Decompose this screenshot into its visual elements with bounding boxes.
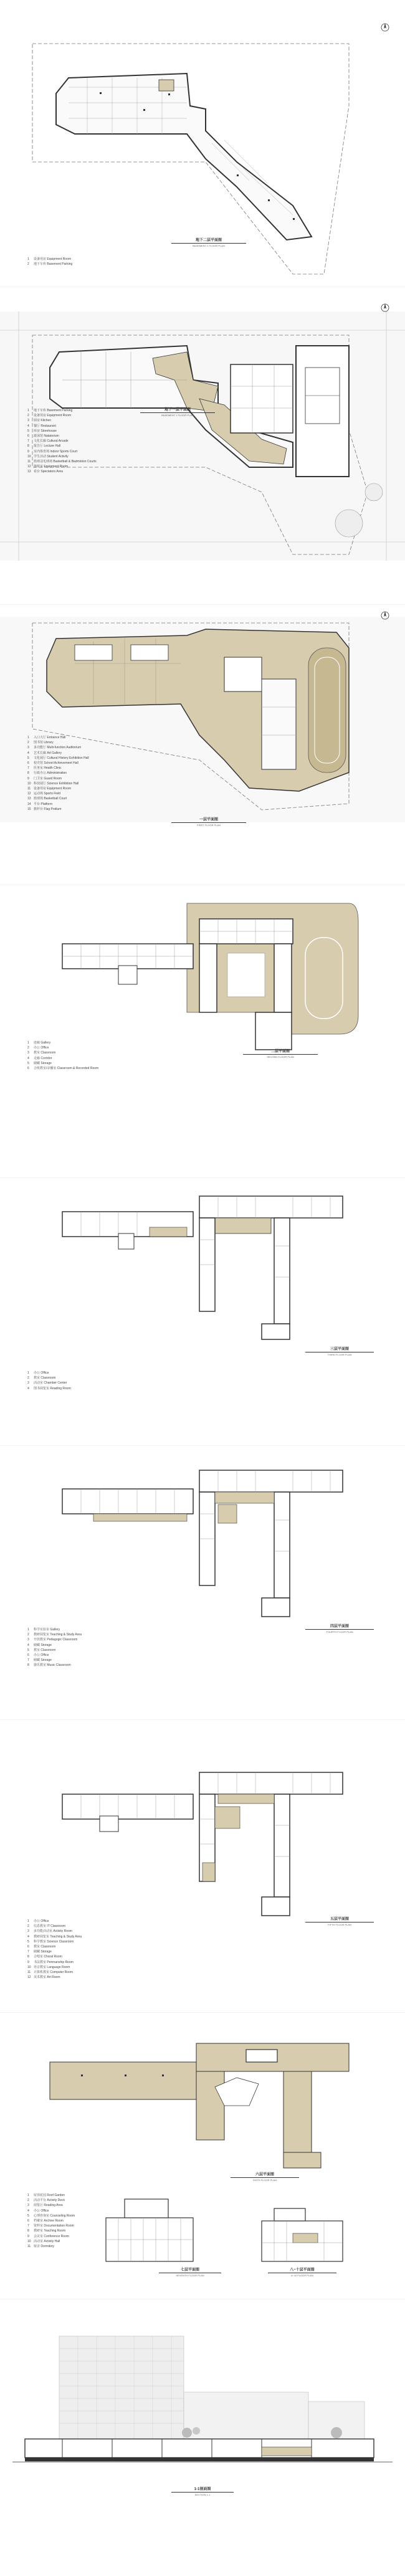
legend-text: 文化展厅 Cultural History Exhibition Hall — [34, 756, 89, 760]
legend-number: 3 — [27, 746, 29, 750]
legend-number: 11 — [27, 2245, 31, 2249]
legend-text: 运动场 Sports Field — [34, 792, 61, 796]
legend-number: 11 — [27, 1970, 31, 1975]
legend-text: 合唱室 Choral Room — [34, 1955, 62, 1959]
title-block-section — [171, 2486, 234, 2496]
legend-item — [27, 2239, 75, 2244]
legend-number: 10 — [27, 781, 31, 786]
legend-text: 校史馆 School Achievement Hall — [34, 761, 79, 766]
legend-number: 5 — [27, 1939, 29, 1944]
legend-item — [27, 1371, 71, 1376]
legend-item — [27, 1663, 82, 1668]
legend-text: 档案室 Archive Room — [34, 2219, 64, 2223]
legend-text: 篮球场 Basketball Court — [34, 797, 67, 801]
legend-number: 1 — [27, 257, 29, 261]
plan-title: 四层平面图 — [305, 1623, 374, 1630]
plan-subtitle: SEVENTH FLOOR PLAN — [176, 2274, 204, 2277]
legend-text: 图书馆 Library — [34, 741, 54, 745]
legend-text: 储藏 Storage — [34, 1658, 52, 1663]
plan-subtitle: 8~10 FLOOR PLAN — [291, 2274, 313, 2277]
legend-item — [27, 751, 89, 756]
legend-item — [27, 740, 89, 745]
legend-number: 4 — [27, 2208, 29, 2213]
legend-number: 13 — [27, 470, 31, 474]
legend-item — [27, 1975, 82, 1980]
legend-sixth-floor — [27, 2193, 75, 2249]
legend-item — [27, 1386, 71, 1391]
legend-text: 多功能厅 Multi-function Auditorium — [34, 746, 82, 750]
legend-item — [27, 766, 89, 771]
legend-item — [27, 2244, 75, 2249]
legend-text: 器乐教室 Music Classroom — [34, 1663, 71, 1668]
legend-item — [27, 776, 89, 781]
legend-number: 15 — [27, 807, 31, 811]
plan-subtitle: FOURTH FLOOR PLAN — [326, 1630, 353, 1633]
plan-subtitle: FIFTH FLOOR PLAN — [328, 1923, 351, 1926]
legend-number: 4 — [27, 1386, 29, 1390]
title-block-fourth-floor — [305, 1623, 374, 1633]
plan-subtitle: SECOND FLOOR PLAN — [267, 1055, 294, 1058]
legend-text: 设备用房 Equipment Room — [34, 257, 72, 261]
title-block-seventh-floor — [159, 2266, 221, 2277]
plan-subtitle: BASEMENT 1 FLOOR PLAN — [161, 414, 194, 417]
plan-title: 七层平面图 — [159, 2266, 221, 2273]
legend-item — [27, 1970, 82, 1975]
legend-item — [27, 745, 89, 750]
legend-number: 1 — [27, 1041, 29, 1045]
legend-number: 5 — [27, 1061, 29, 1065]
legend-text: 文化长廊 Cultural Arcade — [34, 439, 69, 444]
legend-item — [27, 1965, 82, 1970]
legend-text: 厨房 Kitchen — [34, 419, 52, 423]
sheet-sixth-floor — [0, 2012, 405, 2299]
legend-text: 走廊 Corridor — [34, 1056, 52, 1060]
legend-text: 计算机教室 Computer Room — [34, 1970, 74, 1975]
legend-item — [27, 429, 97, 434]
legend-number: 9 — [27, 776, 29, 781]
sixth-floor-plan-drawing — [0, 2012, 405, 2299]
legend-number: 9 — [27, 2234, 29, 2238]
legend-text: 地下车库 Basement Parking — [34, 409, 73, 412]
legend-item — [27, 796, 89, 801]
legend-text: 语音教室 Language Room — [34, 1965, 70, 1969]
legend-number: 1 — [27, 409, 29, 412]
legend-item — [27, 424, 97, 429]
legend-number: 2 — [27, 1376, 29, 1381]
legend-item — [27, 1954, 82, 1959]
legend-basement-2 — [27, 257, 72, 267]
legend-number: 9 — [27, 449, 29, 454]
plan-title: 五层平面图 — [305, 1916, 374, 1922]
legend-number: 12 — [27, 1975, 31, 1980]
legend-item — [27, 469, 97, 474]
legend-item — [27, 262, 72, 267]
legend-item — [27, 1056, 98, 1061]
legend-number: 6 — [27, 434, 29, 439]
legend-text: 活动室 Chamber Center — [34, 1381, 67, 1385]
sheet-fifth-floor — [0, 1719, 405, 2012]
plan-title: 三层平面图 — [305, 1346, 374, 1352]
legend-text: 教研室 Teaching Room — [34, 2229, 66, 2233]
plan-subtitle: SIXTH FLOOR PLAN — [252, 2179, 277, 2182]
sheet-section — [0, 2299, 405, 2576]
legend-number: 11 — [27, 460, 31, 464]
legend-text: 心理咨询室 Counseling Room — [34, 2213, 75, 2218]
legend-text: 看台 Spectators Area — [34, 470, 63, 474]
legend-number: 12 — [27, 465, 31, 469]
legend-number: 7 — [27, 1950, 29, 1954]
legend-number: 8 — [27, 771, 29, 776]
title-block-8-10-floor — [268, 2266, 336, 2277]
plan-subtitle: THIRD FLOOR PLAN — [327, 1353, 352, 1356]
legend-text: 教研阅览室 Teaching & Study Area — [34, 1633, 82, 1637]
legend-item — [27, 807, 89, 812]
legend-item — [27, 454, 97, 459]
legend-second-floor — [27, 1040, 98, 1071]
legend-item — [27, 1040, 98, 1045]
legend-number: 4 — [27, 751, 29, 755]
legend-item — [27, 459, 97, 464]
legend-item — [27, 413, 97, 418]
legend-text: 器材室 Equipment Room — [34, 465, 69, 469]
legend-number: 2 — [27, 414, 29, 418]
legend-item — [27, 735, 89, 740]
legend-item — [27, 1960, 82, 1965]
legend-number: 12 — [27, 792, 31, 796]
legend-text: 美术教室 Art Room — [34, 1975, 60, 1980]
legend-text: 篮球羽毛球场 Basketball & Badminton Courts — [34, 460, 97, 464]
legend-fifth-floor — [27, 1919, 82, 1980]
plan-subtitle: FIRST FLOOR PLAN — [197, 824, 221, 827]
legend-text: 设备用房 Equipment Room — [34, 787, 72, 791]
legend-number: 2 — [27, 262, 29, 267]
plan-title: 1-1剖面图 — [171, 2486, 234, 2493]
legend-number: 6 — [27, 2219, 29, 2223]
legend-item — [27, 1648, 82, 1653]
legend-item — [27, 434, 97, 439]
legend-item — [27, 791, 89, 796]
legend-item — [27, 1924, 82, 1929]
legend-number: 8 — [27, 444, 29, 449]
title-block-second-floor — [243, 1048, 318, 1058]
legend-text: 信息教室 IT Classroom — [34, 1924, 66, 1929]
legend-number: 7 — [27, 2224, 29, 2228]
north-arrow-icon — [380, 22, 390, 32]
title-block-basement-2 — [171, 237, 246, 247]
legend-text: 艺术长廊 Art Gallery — [34, 751, 62, 755]
legend-item — [27, 439, 97, 444]
legend-number: 10 — [27, 2239, 31, 2243]
legend-text: 办公 Office — [34, 2208, 49, 2213]
legend-item — [27, 418, 97, 423]
plan-subtitle: BASEMENT 2 FLOOR PLAN — [193, 244, 225, 247]
legend-item — [27, 2213, 75, 2218]
sheet-third-floor — [0, 1177, 405, 1445]
legend-item — [27, 2234, 75, 2239]
legend-text: 开放教室 Pedagogic Classroom — [34, 1638, 78, 1642]
legend-item — [27, 2228, 75, 2233]
legend-number: 8 — [27, 1955, 29, 1959]
sheet-basement-2 — [0, 0, 405, 287]
legend-number: 6 — [27, 1067, 29, 1071]
legend-text: 室内体育场 Indoor Sports Court — [34, 449, 78, 454]
legend-basement-1 — [27, 408, 97, 475]
legend-item — [27, 2193, 75, 2198]
legend-number: 3 — [27, 1638, 29, 1642]
legend-number: 8 — [27, 2229, 29, 2233]
legend-number: 2 — [27, 1924, 29, 1929]
legend-item — [27, 781, 89, 786]
legend-item — [27, 1939, 82, 1944]
title-block-basement-1 — [140, 406, 215, 417]
legend-item — [27, 2218, 75, 2223]
legend-number: 5 — [27, 756, 29, 760]
legend-number: 11 — [27, 787, 31, 791]
legend-number: 1 — [27, 1628, 29, 1632]
legend-item — [27, 756, 89, 761]
legend-text: 活动平台 Activity Deck — [34, 2198, 65, 2203]
legend-text: 游泳馆 Natatorium — [34, 434, 59, 439]
legend-text: 行政办公 Administration — [34, 771, 67, 776]
legend-number: 7 — [27, 439, 29, 444]
plan-title: 地下一层平面图 — [140, 406, 215, 413]
legend-text: 教研阅览室 Teaching & Study Area — [34, 1934, 82, 1939]
legend-item — [27, 1376, 71, 1381]
legend-text: 教室 Classroom — [34, 1376, 56, 1381]
legend-number: 2 — [27, 741, 29, 745]
plan-title: 六层平面图 — [231, 2171, 299, 2178]
title-block-sixth-floor — [231, 2171, 299, 2182]
legend-item — [27, 2203, 75, 2208]
legend-number: 3 — [27, 1381, 29, 1385]
legend-item — [27, 1653, 82, 1658]
legend-number: 5 — [27, 429, 29, 433]
legend-number: 4 — [27, 1056, 29, 1060]
legend-number: 5 — [27, 1648, 29, 1652]
legend-text: 教室 Classroom — [34, 1648, 56, 1652]
third-floor-plan-drawing — [0, 1177, 405, 1445]
legend-item — [27, 2198, 75, 2203]
legend-item — [27, 449, 97, 454]
legend-text: 科技展厅 Science Exhibition Hall — [34, 781, 79, 786]
legend-item — [27, 1632, 82, 1637]
legend-text: 餐厅 Restaurant — [34, 424, 56, 428]
legend-first-floor — [27, 735, 89, 812]
north-arrow-icon — [380, 611, 390, 620]
legend-number: 4 — [27, 1643, 29, 1647]
legend-number: 9 — [27, 1960, 29, 1964]
plan-subtitle: SECTION 1-1 — [194, 2493, 211, 2496]
legend-text: 连廊 Gallery — [34, 1041, 51, 1045]
legend-item — [27, 1929, 82, 1934]
plan-title: 地下二层平面图 — [171, 237, 246, 244]
legend-number: 6 — [27, 1653, 29, 1658]
legend-fourth-floor — [27, 1627, 82, 1668]
legend-text: 储藏 Storage — [34, 1643, 52, 1647]
legend-text: 阅览区 Reading Area — [34, 2203, 63, 2208]
legend-item — [27, 1944, 82, 1949]
legend-number: 5 — [27, 2213, 29, 2218]
legend-item — [27, 1637, 82, 1642]
legend-number: 8 — [27, 1663, 29, 1668]
legend-item — [27, 1045, 98, 1050]
legend-text: 会议室 Conference Room — [34, 2234, 69, 2238]
plan-title: 八~十层平面图 — [268, 2266, 336, 2273]
title-block-first-floor — [171, 816, 246, 827]
legend-item — [27, 761, 89, 766]
legend-number: 10 — [27, 1965, 31, 1969]
legend-text: 设备用房 Equipment Room — [34, 414, 72, 418]
legend-number: 13 — [27, 797, 31, 801]
legend-text: 图书阅览室 Reading Room — [34, 1386, 71, 1390]
legend-text: 合班教室/录播室 Classroom & Recorded Room — [34, 1067, 99, 1071]
legend-item — [27, 257, 72, 262]
sheet-first-floor — [0, 604, 405, 885]
legend-text: 库房 Storehouse — [34, 429, 57, 433]
legend-item — [27, 1643, 82, 1648]
legend-number: 3 — [27, 1051, 29, 1055]
legend-item — [27, 444, 97, 449]
legend-text: 科学实验室 Gallery — [34, 1628, 60, 1632]
legend-text: 办公 Office — [34, 1919, 49, 1923]
legend-item — [27, 786, 89, 791]
legend-item — [27, 771, 89, 776]
title-block-third-floor — [305, 1346, 374, 1356]
legend-text: 平台 Platform — [34, 802, 53, 806]
legend-number: 1 — [27, 2193, 29, 2197]
legend-item — [27, 408, 97, 413]
fourth-floor-plan-drawing — [0, 1445, 405, 1719]
legend-number: 4 — [27, 1934, 29, 1939]
legend-item — [27, 1061, 98, 1066]
legend-item — [27, 1381, 71, 1385]
legend-text: 办公 Office — [34, 1653, 49, 1658]
legend-number: 3 — [27, 419, 29, 423]
legend-item — [27, 802, 89, 807]
legend-text: 入口大厅 Entrance Hall — [34, 736, 66, 739]
legend-item — [27, 1919, 82, 1924]
legend-number: 6 — [27, 1945, 29, 1949]
legend-item — [27, 1627, 82, 1632]
legend-text: 办公 Office — [34, 1046, 49, 1050]
legend-item — [27, 2223, 75, 2228]
legend-third-floor — [27, 1371, 71, 1391]
legend-number: 1 — [27, 1919, 29, 1923]
legend-text: 办公 Office — [34, 1371, 49, 1375]
legend-text: 科学教室 Science Classroom — [34, 1939, 74, 1944]
legend-text: 门卫室 Guard Room — [34, 776, 62, 781]
legend-item — [27, 1050, 98, 1055]
legend-text: 医务室 Health Clinic — [34, 766, 62, 771]
section-drawing — [0, 2299, 405, 2576]
legend-number: 3 — [27, 2203, 29, 2208]
legend-text: 多功能活动室 Activity Room — [34, 1929, 72, 1934]
legend-number: 6 — [27, 761, 29, 766]
legend-text: 报告厅 Lecture Hall — [34, 444, 61, 449]
legend-number: 1 — [27, 736, 29, 739]
legend-number: 2 — [27, 1046, 29, 1050]
legend-number: 14 — [27, 802, 31, 806]
plan-title: 一层平面图 — [171, 816, 246, 823]
legend-item — [27, 464, 97, 469]
legend-text: 储藏 Storage — [34, 1061, 52, 1065]
legend-number: 10 — [27, 454, 31, 459]
legend-number: 1 — [27, 1371, 29, 1375]
legend-text: 屋顶花园 Roof Garden — [34, 2193, 65, 2197]
legend-number: 2 — [27, 2198, 29, 2203]
legend-text: 地下车库 Basement Parking — [34, 262, 73, 267]
legend-text: 储藏 Storage — [34, 1950, 52, 1954]
legend-text: 旗杆台 Flag Podium — [34, 807, 62, 811]
legend-number: 2 — [27, 1633, 29, 1637]
sheet-basement-1 — [0, 287, 405, 604]
legend-number: 7 — [27, 766, 29, 771]
legend-text: 学生活动 Student Activity — [34, 454, 69, 459]
legend-item — [27, 1066, 98, 1071]
sheet-second-floor — [0, 885, 405, 1177]
legend-item — [27, 1949, 82, 1954]
legend-item — [27, 1934, 82, 1939]
sheet-fourth-floor — [0, 1445, 405, 1719]
legend-text: 教室 Classroom — [34, 1051, 56, 1055]
plan-title: 二层平面图 — [243, 1048, 318, 1055]
legend-number: 4 — [27, 424, 29, 428]
legend-text: 活动室 Activity Hall — [34, 2239, 60, 2243]
legend-text: 资料室 Documentation Room — [34, 2224, 74, 2228]
legend-item — [27, 2208, 75, 2213]
legend-text: 书法教室 Penmanship Room — [34, 1960, 74, 1964]
title-block-fifth-floor — [305, 1916, 374, 1926]
north-arrow-icon — [380, 303, 390, 313]
legend-number: 7 — [27, 1658, 29, 1663]
legend-text: 教室 Classroom — [34, 1945, 56, 1949]
legend-number: 3 — [27, 1929, 29, 1934]
legend-text: 宿舍 Dormitory — [34, 2245, 55, 2249]
legend-item — [27, 1658, 82, 1663]
second-floor-plan-drawing — [0, 885, 405, 1177]
